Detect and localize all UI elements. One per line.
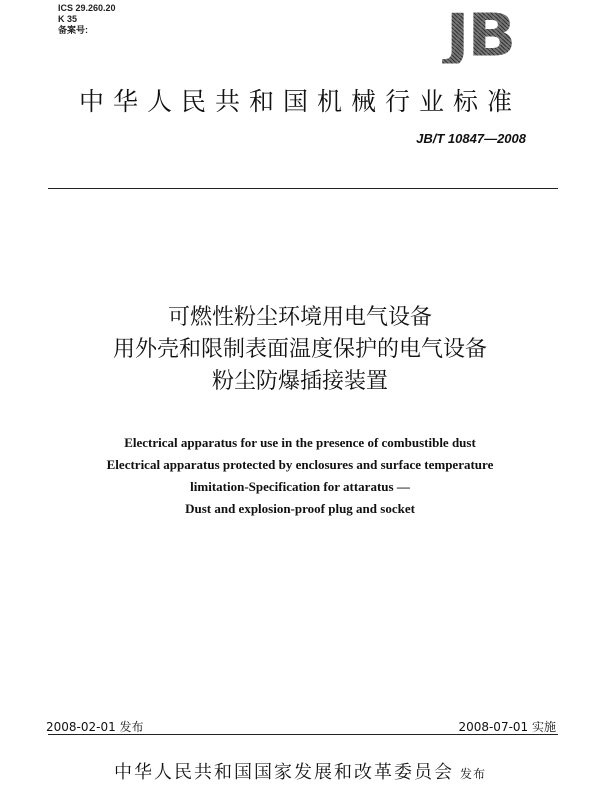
- document-meta: [58, 3, 116, 36]
- bottom-divider: [48, 734, 558, 735]
- jb-logo: JB: [418, 8, 542, 63]
- english-title-line: limitation-Specification for attaratus —: [190, 479, 410, 494]
- chinese-title: [0, 302, 600, 398]
- issue-date: 2008-02-01 发布: [46, 720, 144, 734]
- issuer: [0, 758, 600, 784]
- ics-code: ICS 29.260.20: [58, 3, 116, 13]
- effective-date: 2008-07-01 实施: [458, 720, 556, 734]
- chinese-title-line: 可燃性粉尘环境用电气设备: [167, 305, 432, 330]
- chinese-title-line: 粉尘防爆插接装置: [211, 369, 388, 394]
- english-title-line: Electrical apparatus for use in the presence of combustible dust: [124, 435, 476, 450]
- standard-number: JB/T 10847—2008: [416, 131, 526, 146]
- english-title: [0, 432, 600, 520]
- top-divider: [48, 188, 558, 189]
- record-number-label: 备案号:: [58, 25, 88, 35]
- issuer-suffix: 发布: [459, 767, 486, 781]
- chinese-title-line: 用外壳和限制表面温度保护的电气设备: [112, 337, 487, 362]
- issuer-name: 中华人民共和国国家发展和改革委员会: [113, 762, 454, 783]
- english-title-line: Electrical apparatus protected by enclosures and surface temperature: [106, 457, 494, 472]
- english-title-line: Dust and explosion-proof plug and socket: [185, 501, 415, 516]
- standard-title: 中华人民共和国机械行业标准: [78, 87, 521, 116]
- category-code: K 35: [58, 14, 78, 24]
